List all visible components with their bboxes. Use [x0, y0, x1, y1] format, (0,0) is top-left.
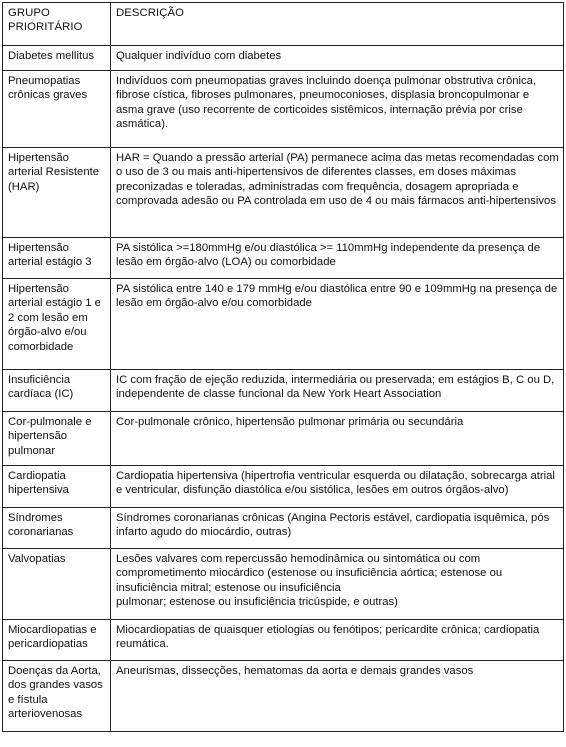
table-row [3, 661, 564, 732]
description-cell: Indivíduos com pneumopatias graves incluindo doença pulmonar obstrutiva crônica, fibrose cística, fibroses pulmonares, pneumoconioses, displasia broncopulmonar e asma grave (uso recorrente de corticoides sistêmicos, internação prévia por crise asmática). [111, 71, 564, 148]
description-cell: Síndromes coronarianas crônicas (Angina Pectoris estável, cardiopatia isquêmica, pós infarto agudo do miocárdio, outras) [111, 508, 564, 549]
group-cell: Cor-pulmonale e hipertensão pulmonar [3, 412, 111, 466]
group-cell: Síndromes coronarianas [3, 508, 111, 549]
table-row [3, 238, 564, 279]
description-cell: PA sistólica entre 140 e 179 mmHg e/ou diastólica entre 90 e 109mmHg na presença de lesão em órgão-alvo e/ou comorbidade [111, 279, 564, 370]
table-row [3, 412, 564, 466]
table-header-row [3, 3, 564, 46]
description-cell: Qualquer indivíduo com diabetes [111, 46, 564, 71]
table-row [3, 620, 564, 661]
description-cell: HAR = Quando a pressão arterial (PA) permanece acima das metas recomendadas com o uso de 3 ou mais anti-hipertensivos de diferentes classes, em doses máximas preconizadas e toleradas, administradas com frequência, dosagem apropriada e comprovada adesão ou PA controlada em uso de 4 ou mais fármacos anti-hipertensivos [111, 148, 564, 238]
group-cell: Valvopatias [3, 549, 111, 620]
group-cell: Hipertensão arterial estágio 1 e 2 com lesão em órgão-alvo e/ou comorbidade [3, 279, 111, 370]
group-cell: Hipertensão arterial estágio 3 [3, 238, 111, 279]
table-row [3, 370, 564, 412]
table-row [3, 549, 564, 620]
group-cell: Doenças da Aorta, dos grandes vasos e fístula arteriovenosas [3, 661, 111, 732]
group-cell: Hipertensão arterial Resistente (HAR) [3, 148, 111, 238]
table-row [3, 148, 564, 238]
description-cell: IC com fração de ejeção reduzida, intermediária ou preservada; em estágios B, C ou D, independente de classe funcional da New York Heart Association [111, 370, 564, 412]
description-cell: Lesões valvares com repercussão hemodinâmica ou sintomática ou com comprometimento miocárdico (estenose ou insuficiência aórtica; estenose ou insuficiência mitral; estenose ou insuficiência pulmonar; estenose ou insuficiência tricúspide, e outras) [111, 549, 564, 620]
description-cell: Miocardiopatias de quaisquer etiologias ou fenótipos; pericardite crônica; cardiopatia reumática. [111, 620, 564, 661]
header-description: DESCRIÇÃO [111, 3, 564, 46]
priority-groups-table [2, 2, 564, 732]
table-row [3, 46, 564, 71]
header-group: GRUPO PRIORITÁRIO [3, 3, 111, 46]
table-row [3, 466, 564, 508]
description-cell: Aneurismas, dissecções, hematomas da aorta e demais grandes vasos [111, 661, 564, 732]
description-cell: Cardiopatia hipertensiva (hipertrofia ventricular esquerda ou dilatação, sobrecarga atrial e ventricular, disfunção diastólica e/ou sistólica, lesões em outros órgãos-alvo) [111, 466, 564, 508]
table-row [3, 508, 564, 549]
description-cell: Cor-pulmonale crônico, hipertensão pulmonar primária ou secundária [111, 412, 564, 466]
table-row [3, 71, 564, 148]
table-row [3, 279, 564, 370]
group-cell: Insuficiência cardíaca (IC) [3, 370, 111, 412]
description-cell: PA sistólica >=180mmHg e/ou diastólica >= 110mmHg independente da presença de lesão em órgão-alvo (LOA) ou comorbidade [111, 238, 564, 279]
group-cell: Diabetes mellitus [3, 46, 111, 71]
group-cell: Miocardiopatias e pericardiopatias [3, 620, 111, 661]
group-cell: Pneumopatias crônicas graves [3, 71, 111, 148]
group-cell: Cardiopatia hipertensiva [3, 466, 111, 508]
